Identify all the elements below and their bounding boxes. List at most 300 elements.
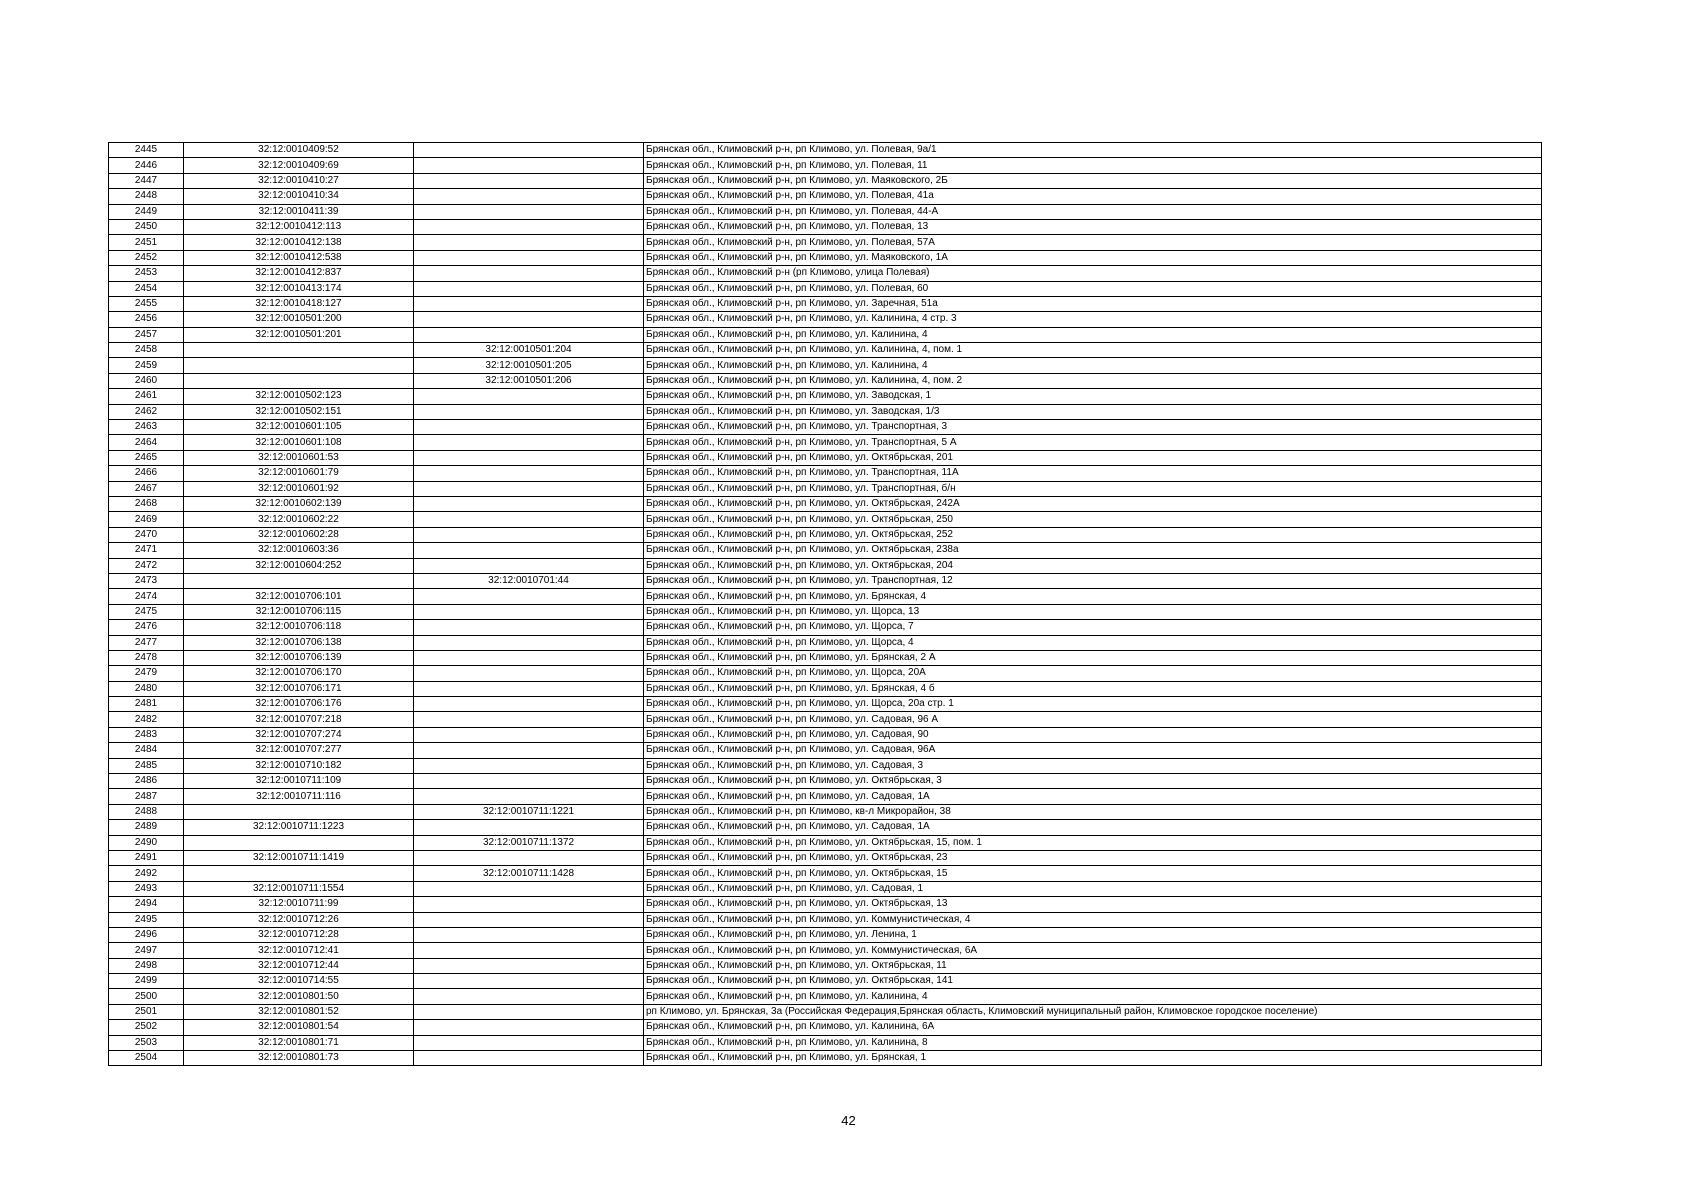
table-row <box>109 866 1542 881</box>
cadastral-number: 32:12:0010712:26 <box>184 912 414 927</box>
row-number: 2502 <box>109 1020 184 1035</box>
table-row <box>109 589 1542 604</box>
cadastral-number-alt: 32:12:0010711:1428 <box>414 866 644 881</box>
cadastral-number-alt <box>414 404 644 419</box>
table-row <box>109 850 1542 865</box>
cadastral-number-alt <box>414 635 644 650</box>
cadastral-number-alt <box>414 420 644 435</box>
cadastral-number-alt <box>414 512 644 527</box>
cadastral-number-alt: 32:12:0010501:205 <box>414 358 644 373</box>
cadastral-number-alt <box>414 143 644 158</box>
cadastral-number <box>184 866 414 881</box>
cadastral-number-alt <box>414 681 644 696</box>
row-number: 2467 <box>109 481 184 496</box>
cadastral-number: 32:12:0010706:170 <box>184 666 414 681</box>
row-number: 2470 <box>109 527 184 542</box>
cadastral-number: 32:12:0010410:27 <box>184 173 414 188</box>
table-row <box>109 1051 1542 1066</box>
cadastral-number-alt: 32:12:0010501:206 <box>414 373 644 388</box>
table-row <box>109 958 1542 973</box>
address: Брянская обл., Климовский р-н, рп Климово, ул. Щорса, 20а стр. 1 <box>644 697 1542 712</box>
cadastral-number-alt <box>414 789 644 804</box>
row-number: 2474 <box>109 589 184 604</box>
table-row <box>109 281 1542 296</box>
address: Брянская обл., Климовский р-н, рп Климово, ул. Щорса, 20А <box>644 666 1542 681</box>
cadastral-number: 32:12:0010601:92 <box>184 481 414 496</box>
row-number: 2465 <box>109 450 184 465</box>
table-row <box>109 543 1542 558</box>
address: Брянская обл., Климовский р-н, рп Климово, ул. Октябрьская, 15 <box>644 866 1542 881</box>
cadastral-number-alt <box>414 219 644 234</box>
cadastral-number: 32:12:0010601:79 <box>184 466 414 481</box>
row-number: 2455 <box>109 296 184 311</box>
table-row <box>109 1035 1542 1050</box>
table-row <box>109 1020 1542 1035</box>
cadastral-number: 32:12:0010706:138 <box>184 635 414 650</box>
row-number: 2489 <box>109 820 184 835</box>
address: Брянская обл., Климовский р-н, рп Климово, ул. Октябрьская, 15, пом. 1 <box>644 835 1542 850</box>
cadastral-number <box>184 373 414 388</box>
row-number: 2463 <box>109 420 184 435</box>
address: Брянская обл., Климовский р-н, рп Климово, ул. Садовая, 96 А <box>644 712 1542 727</box>
row-number: 2481 <box>109 697 184 712</box>
address: Брянская обл., Климовский р-н, рп Климово, ул. Щорса, 4 <box>644 635 1542 650</box>
cadastral-number-alt <box>414 312 644 327</box>
address: Брянская обл., Климовский р-н, рп Климово, ул. Октябрьская, 204 <box>644 558 1542 573</box>
row-number: 2504 <box>109 1051 184 1066</box>
address: Брянская обл., Климовский р-н, рп Климово, ул. Транспортная, 12 <box>644 573 1542 588</box>
cadastral-number-alt <box>414 897 644 912</box>
cadastral-number-alt <box>414 850 644 865</box>
address: Брянская обл., Климовский р-н, рп Климово, ул. Транспортная, 11А <box>644 466 1542 481</box>
cadastral-number-alt <box>414 250 644 265</box>
cadastral-number-alt <box>414 758 644 773</box>
table-row <box>109 558 1542 573</box>
table-row <box>109 1004 1542 1019</box>
cadastral-number: 32:12:0010801:73 <box>184 1051 414 1066</box>
address: Брянская обл., Климовский р-н, рп Климово, ул. Коммунистическая, 6А <box>644 943 1542 958</box>
cadastral-number: 32:12:0010409:52 <box>184 143 414 158</box>
property-registry-table <box>108 142 1542 1066</box>
address: Брянская обл., Климовский р-н, рп Климово, ул. Калинина, 4 <box>644 327 1542 342</box>
cadastral-number-alt <box>414 881 644 896</box>
table-row <box>109 635 1542 650</box>
row-number: 2473 <box>109 573 184 588</box>
row-number: 2484 <box>109 743 184 758</box>
cadastral-number-alt <box>414 943 644 958</box>
table-row <box>109 358 1542 373</box>
row-number: 2466 <box>109 466 184 481</box>
row-number: 2458 <box>109 343 184 358</box>
cadastral-number: 32:12:0010501:201 <box>184 327 414 342</box>
cadastral-number: 32:12:0010602:28 <box>184 527 414 542</box>
cadastral-number: 32:12:0010412:837 <box>184 266 414 281</box>
address: Брянская обл., Климовский р-н, рп Климово, ул. Калинина, 4, пом. 2 <box>644 373 1542 388</box>
row-number: 2483 <box>109 727 184 742</box>
address: Брянская обл., Климовский р-н, рп Климово, ул. Брянская, 4 <box>644 589 1542 604</box>
row-number: 2478 <box>109 650 184 665</box>
address: Брянская обл., Климовский р-н, рп Климово, ул. Ленина, 1 <box>644 927 1542 942</box>
cadastral-number: 32:12:0010412:113 <box>184 219 414 234</box>
cadastral-number: 32:12:0010710:182 <box>184 758 414 773</box>
address: Брянская обл., Климовский р-н, рп Климово, ул. Транспортная, 5 А <box>644 435 1542 450</box>
address: Брянская обл., Климовский р-н, рп Климово, ул. Садовая, 90 <box>644 727 1542 742</box>
cadastral-number: 32:12:0010711:109 <box>184 774 414 789</box>
table-row <box>109 204 1542 219</box>
address: Брянская обл., Климовский р-н, рп Климово, кв-л Микрорайон, 38 <box>644 804 1542 819</box>
address: Брянская обл., Климовский р-н, рп Климово, ул. Октябрьская, 11 <box>644 958 1542 973</box>
address: Брянская обл., Климовский р-н, рп Климово, ул. Октябрьская, 201 <box>644 450 1542 465</box>
row-number: 2493 <box>109 881 184 896</box>
row-number: 2490 <box>109 835 184 850</box>
cadastral-number-alt <box>414 650 644 665</box>
table-row <box>109 681 1542 696</box>
cadastral-number-alt <box>414 743 644 758</box>
table-row <box>109 666 1542 681</box>
table-row <box>109 743 1542 758</box>
address: Брянская обл., Климовский р-н, рп Климово, ул. Заводская, 1/3 <box>644 404 1542 419</box>
cadastral-number-alt <box>414 496 644 511</box>
cadastral-number: 32:12:0010801:52 <box>184 1004 414 1019</box>
row-number: 2471 <box>109 543 184 558</box>
table-row <box>109 420 1542 435</box>
cadastral-number-alt <box>414 481 644 496</box>
cadastral-number: 32:12:0010711:1554 <box>184 881 414 896</box>
table-row <box>109 143 1542 158</box>
cadastral-number-alt: 32:12:0010701:44 <box>414 573 644 588</box>
table-row <box>109 512 1542 527</box>
table-row <box>109 404 1542 419</box>
row-number: 2496 <box>109 927 184 942</box>
address: Брянская обл., Климовский р-н, рп Климово, ул. Коммунистическая, 4 <box>644 912 1542 927</box>
address: Брянская обл., Климовский р-н, рп Климово, ул. Калинина, 4 стр. 3 <box>644 312 1542 327</box>
cadastral-number: 32:12:0010711:1223 <box>184 820 414 835</box>
cadastral-number: 32:12:0010501:200 <box>184 312 414 327</box>
table-row <box>109 974 1542 989</box>
cadastral-number-alt <box>414 989 644 1004</box>
row-number: 2498 <box>109 958 184 973</box>
cadastral-number <box>184 804 414 819</box>
table-row <box>109 604 1542 619</box>
row-number: 2456 <box>109 312 184 327</box>
cadastral-number-alt <box>414 958 644 973</box>
cadastral-number: 32:12:0010711:116 <box>184 789 414 804</box>
row-number: 2448 <box>109 189 184 204</box>
cadastral-number: 32:12:0010801:54 <box>184 1020 414 1035</box>
row-number: 2487 <box>109 789 184 804</box>
row-number: 2482 <box>109 712 184 727</box>
cadastral-number: 32:12:0010502:151 <box>184 404 414 419</box>
cadastral-number-alt <box>414 527 644 542</box>
cadastral-number-alt <box>414 589 644 604</box>
cadastral-number-alt <box>414 1051 644 1066</box>
address: Брянская обл., Климовский р-н, рп Климово, ул. Садовая, 3 <box>644 758 1542 773</box>
table-row <box>109 650 1542 665</box>
address: Брянская обл., Климовский р-н, рп Климово, ул. Брянская, 2 А <box>644 650 1542 665</box>
row-number: 2492 <box>109 866 184 881</box>
address: Брянская обл., Климовский р-н, рп Климово, ул. Щорса, 7 <box>644 620 1542 635</box>
row-number: 2462 <box>109 404 184 419</box>
cadastral-number-alt: 32:12:0010711:1372 <box>414 835 644 850</box>
table-row <box>109 296 1542 311</box>
table-row <box>109 435 1542 450</box>
table-row <box>109 481 1542 496</box>
cadastral-number: 32:12:0010602:22 <box>184 512 414 527</box>
cadastral-number: 32:12:0010603:36 <box>184 543 414 558</box>
address: Брянская обл., Климовский р-н, рп Климово, ул. Заречная, 51а <box>644 296 1542 311</box>
table-row <box>109 373 1542 388</box>
row-number: 2446 <box>109 158 184 173</box>
row-number: 2461 <box>109 389 184 404</box>
cadastral-number: 32:12:0010712:41 <box>184 943 414 958</box>
row-number: 2449 <box>109 204 184 219</box>
cadastral-number <box>184 358 414 373</box>
row-number: 2485 <box>109 758 184 773</box>
address: Брянская обл., Климовский р-н, рп Климово, ул. Брянская, 1 <box>644 1051 1542 1066</box>
cadastral-number: 32:12:0010706:101 <box>184 589 414 604</box>
cadastral-number-alt <box>414 327 644 342</box>
table-row <box>109 389 1542 404</box>
row-number: 2457 <box>109 327 184 342</box>
cadastral-number-alt <box>414 620 644 635</box>
address: Брянская обл., Климовский р-н, рп Климово, ул. Октябрьская, 242А <box>644 496 1542 511</box>
row-number: 2452 <box>109 250 184 265</box>
address: Брянская обл., Климовский р-н, рп Климово, ул. Октябрьская, 3 <box>644 774 1542 789</box>
row-number: 2479 <box>109 666 184 681</box>
address: Брянская обл., Климовский р-н, рп Климово, ул. Садовая, 1А <box>644 820 1542 835</box>
cadastral-number-alt <box>414 158 644 173</box>
row-number: 2475 <box>109 604 184 619</box>
row-number: 2459 <box>109 358 184 373</box>
row-number: 2476 <box>109 620 184 635</box>
cadastral-number: 32:12:0010706:115 <box>184 604 414 619</box>
cadastral-number-alt <box>414 296 644 311</box>
address: Брянская обл., Климовский р-н, рп Климово, ул. Транспортная, б/н <box>644 481 1542 496</box>
cadastral-number: 32:12:0010601:105 <box>184 420 414 435</box>
address: Брянская обл., Климовский р-н, рп Климово, ул. Калинина, 4, пом. 1 <box>644 343 1542 358</box>
address: Брянская обл., Климовский р-н, рп Климово, ул. Калинина, 4 <box>644 989 1542 1004</box>
cadastral-number-alt <box>414 1020 644 1035</box>
address: Брянская обл., Климовский р-н, рп Климово, ул. Октябрьская, 23 <box>644 850 1542 865</box>
cadastral-number: 32:12:0010801:71 <box>184 1035 414 1050</box>
cadastral-number: 32:12:0010411:39 <box>184 204 414 219</box>
table-row <box>109 466 1542 481</box>
row-number: 2500 <box>109 989 184 1004</box>
cadastral-number: 32:12:0010602:139 <box>184 496 414 511</box>
cadastral-number: 32:12:0010502:123 <box>184 389 414 404</box>
cadastral-number: 32:12:0010409:69 <box>184 158 414 173</box>
cadastral-number: 32:12:0010706:139 <box>184 650 414 665</box>
table-row <box>109 758 1542 773</box>
registry-body <box>109 143 1542 1066</box>
cadastral-number-alt <box>414 697 644 712</box>
cadastral-number <box>184 573 414 588</box>
cadastral-number-alt <box>414 450 644 465</box>
cadastral-number: 32:12:0010601:53 <box>184 450 414 465</box>
cadastral-number: 32:12:0010412:538 <box>184 250 414 265</box>
address: Брянская обл., Климовский р-н, рп Климово, ул. Полевая, 60 <box>644 281 1542 296</box>
table-row <box>109 620 1542 635</box>
table-row <box>109 897 1542 912</box>
cadastral-number <box>184 835 414 850</box>
cadastral-number-alt <box>414 266 644 281</box>
cadastral-number-alt <box>414 712 644 727</box>
cadastral-number-alt <box>414 1004 644 1019</box>
row-number: 2499 <box>109 974 184 989</box>
cadastral-number <box>184 343 414 358</box>
cadastral-number-alt <box>414 435 644 450</box>
cadastral-number-alt <box>414 204 644 219</box>
table-row <box>109 989 1542 1004</box>
cadastral-number-alt <box>414 235 644 250</box>
cadastral-number-alt <box>414 727 644 742</box>
cadastral-number: 32:12:0010706:176 <box>184 697 414 712</box>
cadastral-number: 32:12:0010801:50 <box>184 989 414 1004</box>
cadastral-number: 32:12:0010604:252 <box>184 558 414 573</box>
row-number: 2480 <box>109 681 184 696</box>
address: Брянская обл., Климовский р-н, рп Климово, ул. Брянская, 4 б <box>644 681 1542 696</box>
row-number: 2451 <box>109 235 184 250</box>
table-row <box>109 712 1542 727</box>
cadastral-number: 32:12:0010418:127 <box>184 296 414 311</box>
table-row <box>109 496 1542 511</box>
address: рп Климово, ул. Брянская, 3а (Российская Федерация,Брянская область, Климовский муниципальный район, Климовское городское поселение) <box>644 1004 1542 1019</box>
row-number: 2494 <box>109 897 184 912</box>
table-row <box>109 189 1542 204</box>
cadastral-number-alt <box>414 604 644 619</box>
address: Брянская обл., Климовский р-н, рп Климово, ул. Октябрьская, 141 <box>644 974 1542 989</box>
address: Брянская обл., Климовский р-н, рп Климово, ул. Заводская, 1 <box>644 389 1542 404</box>
cadastral-number-alt <box>414 389 644 404</box>
table-row <box>109 697 1542 712</box>
row-number: 2454 <box>109 281 184 296</box>
cadastral-number: 32:12:0010711:1419 <box>184 850 414 865</box>
table-row <box>109 804 1542 819</box>
cadastral-number: 32:12:0010706:118 <box>184 620 414 635</box>
cadastral-number-alt <box>414 774 644 789</box>
table-row <box>109 527 1542 542</box>
row-number: 2497 <box>109 943 184 958</box>
row-number: 2472 <box>109 558 184 573</box>
cadastral-number-alt <box>414 543 644 558</box>
row-number: 2495 <box>109 912 184 927</box>
address: Брянская обл., Климовский р-н, рп Климово, ул. Садовая, 1А <box>644 789 1542 804</box>
table-row <box>109 573 1542 588</box>
table-row <box>109 912 1542 927</box>
cadastral-number-alt <box>414 927 644 942</box>
cadastral-number: 32:12:0010714:55 <box>184 974 414 989</box>
address: Брянская обл., Климовский р-н, рп Климово, ул. Калинина, 6А <box>644 1020 1542 1035</box>
address: Брянская обл., Климовский р-н, рп Климово, ул. Калинина, 4 <box>644 358 1542 373</box>
address: Брянская обл., Климовский р-н, рп Климово, ул. Октябрьская, 238а <box>644 543 1542 558</box>
row-number: 2460 <box>109 373 184 388</box>
address: Брянская обл., Климовский р-н, рп Климово, ул. Октябрьская, 250 <box>644 512 1542 527</box>
cadastral-number: 32:12:0010413:174 <box>184 281 414 296</box>
address: Брянская обл., Климовский р-н, рп Климово, ул. Октябрьская, 252 <box>644 527 1542 542</box>
address: Брянская обл., Климовский р-н, рп Климово, ул. Полевая, 44-А <box>644 204 1542 219</box>
table-row <box>109 312 1542 327</box>
address: Брянская обл., Климовский р-н (рп Климово, улица Полевая) <box>644 266 1542 281</box>
cadastral-number: 32:12:0010707:277 <box>184 743 414 758</box>
table-row <box>109 219 1542 234</box>
cadastral-number-alt <box>414 912 644 927</box>
table-row <box>109 789 1542 804</box>
cadastral-number-alt <box>414 173 644 188</box>
table-row <box>109 327 1542 342</box>
table-row <box>109 343 1542 358</box>
row-number: 2450 <box>109 219 184 234</box>
cadastral-number-alt <box>414 820 644 835</box>
row-number: 2501 <box>109 1004 184 1019</box>
page-number: 42 <box>841 1113 856 1128</box>
table-row <box>109 158 1542 173</box>
table-row <box>109 450 1542 465</box>
address: Брянская обл., Климовский р-н, рп Климово, ул. Полевая, 13 <box>644 219 1542 234</box>
row-number: 2488 <box>109 804 184 819</box>
address: Брянская обл., Климовский р-н, рп Климово, ул. Щорса, 13 <box>644 604 1542 619</box>
address: Брянская обл., Климовский р-н, рп Климово, ул. Калинина, 8 <box>644 1035 1542 1050</box>
cadastral-number-alt <box>414 974 644 989</box>
address: Брянская обл., Климовский р-н, рп Климово, ул. Транспортная, 3 <box>644 420 1542 435</box>
cadastral-number-alt <box>414 1035 644 1050</box>
cadastral-number: 32:12:0010707:218 <box>184 712 414 727</box>
address: Брянская обл., Климовский р-н, рп Климово, ул. Полевая, 11 <box>644 158 1542 173</box>
table-row <box>109 835 1542 850</box>
address: Брянская обл., Климовский р-н, рп Климово, ул. Октябрьская, 13 <box>644 897 1542 912</box>
row-number: 2445 <box>109 143 184 158</box>
table-row <box>109 266 1542 281</box>
cadastral-number: 32:12:0010712:44 <box>184 958 414 973</box>
table-row <box>109 235 1542 250</box>
address: Брянская обл., Климовский р-н, рп Климово, ул. Садовая, 96А <box>644 743 1542 758</box>
row-number: 2453 <box>109 266 184 281</box>
table-row <box>109 173 1542 188</box>
address: Брянская обл., Климовский р-н, рп Климово, ул. Полевая, 57А <box>644 235 1542 250</box>
cadastral-number: 32:12:0010601:108 <box>184 435 414 450</box>
table-row <box>109 727 1542 742</box>
address: Брянская обл., Климовский р-н, рп Климово, ул. Садовая, 1 <box>644 881 1542 896</box>
cadastral-number-alt <box>414 189 644 204</box>
cadastral-number-alt <box>414 666 644 681</box>
address: Брянская обл., Климовский р-н, рп Климово, ул. Маяковского, 2Б <box>644 173 1542 188</box>
address: Брянская обл., Климовский р-н, рп Климово, ул. Полевая, 41а <box>644 189 1542 204</box>
row-number: 2468 <box>109 496 184 511</box>
address: Брянская обл., Климовский р-н, рп Климово, ул. Маяковского, 1А <box>644 250 1542 265</box>
cadastral-number-alt <box>414 281 644 296</box>
cadastral-number-alt <box>414 558 644 573</box>
cadastral-number: 32:12:0010706:171 <box>184 681 414 696</box>
row-number: 2491 <box>109 850 184 865</box>
cadastral-number-alt: 32:12:0010711:1221 <box>414 804 644 819</box>
table-row <box>109 774 1542 789</box>
cadastral-number: 32:12:0010412:138 <box>184 235 414 250</box>
cadastral-number: 32:12:0010410:34 <box>184 189 414 204</box>
table-row <box>109 820 1542 835</box>
row-number: 2447 <box>109 173 184 188</box>
row-number: 2486 <box>109 774 184 789</box>
row-number: 2503 <box>109 1035 184 1050</box>
row-number: 2477 <box>109 635 184 650</box>
cadastral-number-alt <box>414 466 644 481</box>
table-row <box>109 250 1542 265</box>
table-row <box>109 881 1542 896</box>
cadastral-number: 32:12:0010711:99 <box>184 897 414 912</box>
address: Брянская обл., Климовский р-н, рп Климово, ул. Полевая, 9а/1 <box>644 143 1542 158</box>
table-row <box>109 927 1542 942</box>
table-row <box>109 943 1542 958</box>
cadastral-number-alt: 32:12:0010501:204 <box>414 343 644 358</box>
row-number: 2469 <box>109 512 184 527</box>
